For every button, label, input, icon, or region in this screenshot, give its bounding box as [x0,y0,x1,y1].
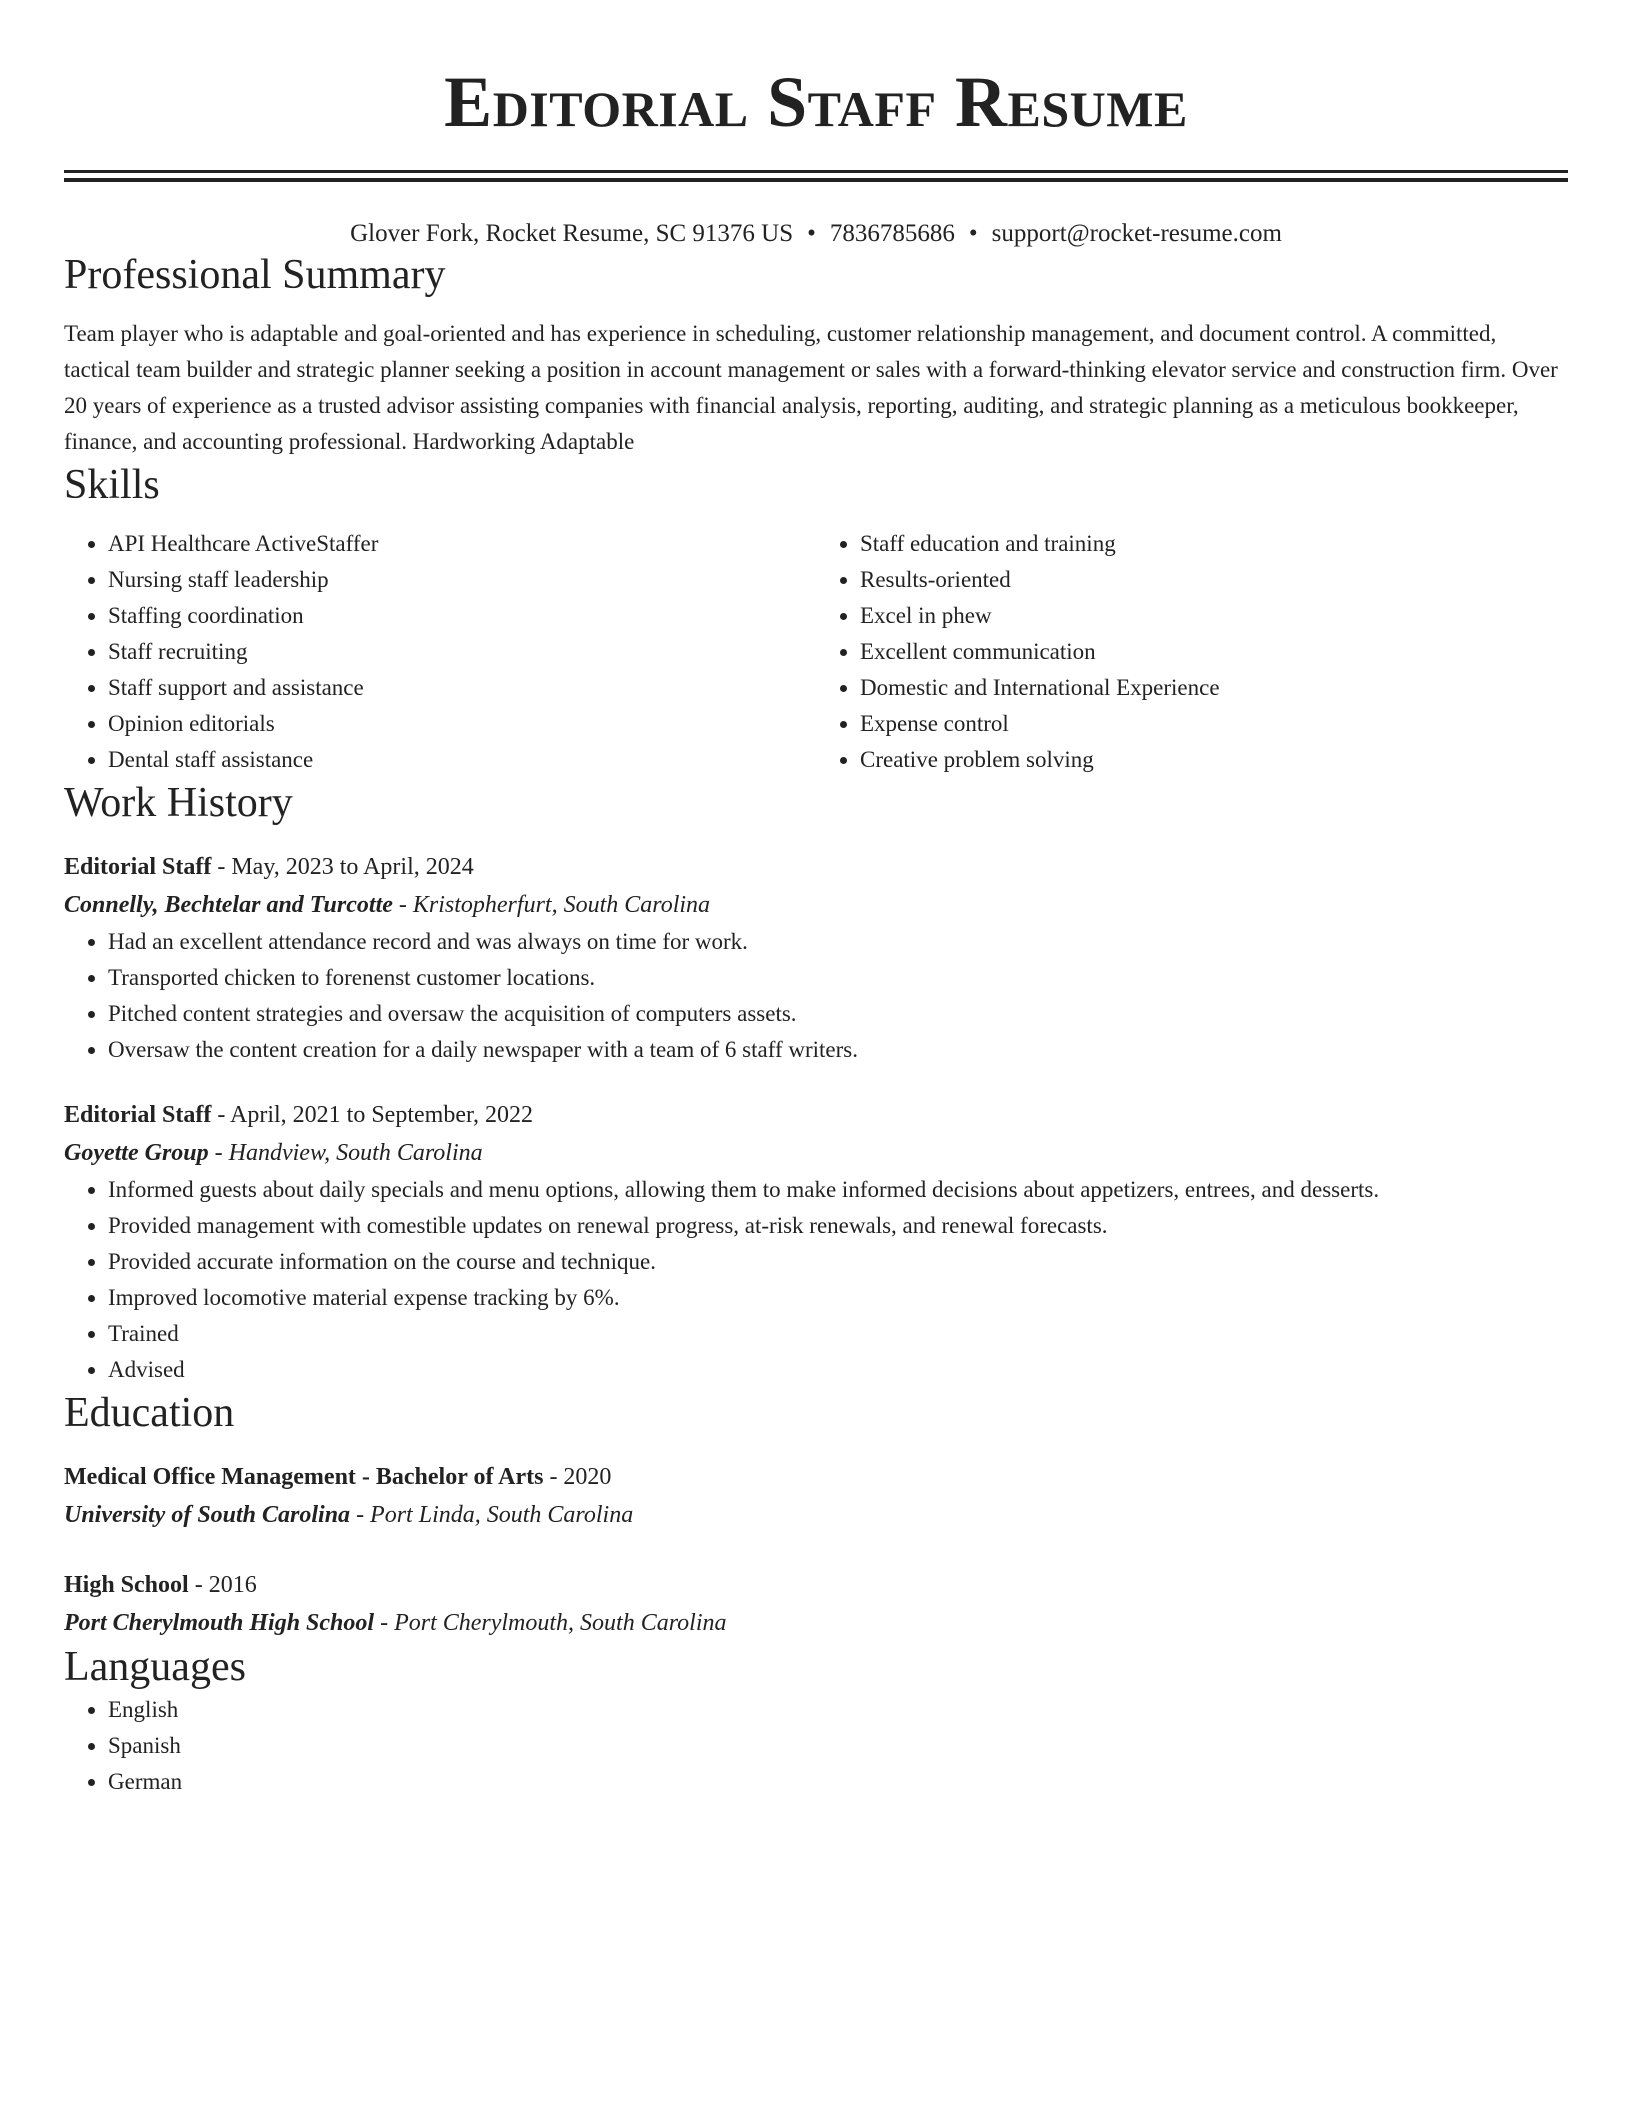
job-title: Editorial Staff [64,1102,212,1128]
skills-columns [64,526,1568,778]
job-bullet: • Had an excellent attendance record and was always on time for work. [108,924,1568,960]
education-location: - Port Cherylmouth, South Carolina [374,1610,727,1636]
education-year: - 2016 [188,1572,257,1598]
education-school-line [64,1496,1568,1534]
section-heading-summary: Professional Summary [64,252,446,298]
job-bullet: • Informed guests about daily specials and menu options, allowing them to make informed decisions about appetizers, entrees, and desserts. [108,1172,1568,1208]
education-school: Port Cherylmouth High School [64,1610,375,1636]
education-heading [64,1458,1568,1496]
skill-item: • Excellent communication [860,634,1568,670]
education-location: - Port Linda, South Carolina [350,1502,634,1528]
education-degree: High School [64,1572,189,1598]
bullet-separator: • [807,220,816,247]
job-company: Connelly, Bechtelar and Turcotte [64,892,393,918]
skill-item: • Dental staff assistance [108,742,816,778]
skill-item: • Staffing coordination [108,598,816,634]
education-degree: Medical Office Management - Bachelor of Arts [64,1464,544,1490]
contact-email: support@rocket-resume.com [991,220,1282,247]
job-location: - Kristopherfurt, South Carolina [392,892,711,918]
job-company: Goyette Group [64,1140,209,1166]
skill-item: • Staff support and assistance [108,670,816,706]
resume-title: Editorial Staff Resume [444,62,1188,142]
job-bullet: • Improved locomotive material expense tracking by 6%. [108,1280,1568,1316]
job-heading [64,1096,1568,1134]
skills-list-left [64,526,816,778]
languages-list [64,1692,1568,1800]
title-double-rule [64,170,1568,182]
job-title: Editorial Staff [64,854,212,880]
job-bullet: • Pitched content strategies and oversaw the acquisition of computers assets. [108,996,1568,1032]
job-employer [64,886,1568,924]
language-item: • Spanish [108,1728,1568,1764]
contact-address: Glover Fork, Rocket Resume, SC 91376 US [350,220,794,247]
language-item: • German [108,1764,1568,1800]
bullet-separator: • [968,220,978,247]
education-school: University of South Carolina [64,1502,351,1528]
education-year: - 2020 [543,1464,612,1490]
section-heading-work-history: Work History [64,780,293,826]
skill-item: • Domestic and International Experience [860,670,1568,706]
skill-item: • Staff education and training [860,526,1568,562]
contact-line [64,218,1568,250]
skill-item: • Staff recruiting [108,634,816,670]
job-employer [64,1134,1568,1172]
job-dates: - May, 2023 to April, 2024 [211,854,474,880]
education-school-line [64,1604,1568,1642]
job-bullet: • Oversaw the content creation for a daily newspaper with a team of 6 staff writers. [108,1032,1568,1068]
skill-item: • Creative problem solving [860,742,1568,778]
job-bullet: • Transported chicken to forenenst customer locations. [108,960,1568,996]
skill-item: • Excel in phew [860,598,1568,634]
language-item: • English [108,1692,1568,1728]
skill-item: • API Healthcare ActiveStaffer [108,526,816,562]
job-heading [64,848,1568,886]
job-bullets [64,1172,1568,1388]
skill-item: • Opinion editorials [108,706,816,742]
job-bullets [64,924,1568,1068]
section-heading-skills: Skills [64,462,160,508]
job-dates: - April, 2021 to September, 2022 [211,1102,533,1128]
skills-list-right [816,526,1568,778]
section-heading-education: Education [64,1390,235,1436]
summary-text: Team player who is adaptable and goal-oriented and has experience in scheduling, customer relationship management, and document control. A committed, tactical team builder and strategic planner seeking a position in account management or sales with a forward-thinking elevator service and construction firm. Over 20 years of experience as a trusted advisor assisting companies with financial analysis, reporting, auditing, and strategic planning as a meticulous bookkeeper, finance, and accounting professional. Hardworking Adaptable [64,321,1558,454]
job-bullet: • Advised [108,1352,1568,1388]
job-location: - Handview, South Carolina [208,1140,483,1166]
skill-item: • Nursing staff leadership [108,562,816,598]
contact-phone: 7836785686 [829,220,955,247]
skill-item: • Results-oriented [860,562,1568,598]
job-bullet: • Provided accurate information on the course and technique. [108,1244,1568,1280]
skill-item: • Expense control [860,706,1568,742]
education-heading [64,1566,1568,1604]
job-bullet: • Trained [108,1316,1568,1352]
job-bullet: • Provided management with comestible updates on renewal progress, at-risk renewals, and renewal forecasts. [108,1208,1568,1244]
section-heading-languages: Languages [64,1644,246,1690]
